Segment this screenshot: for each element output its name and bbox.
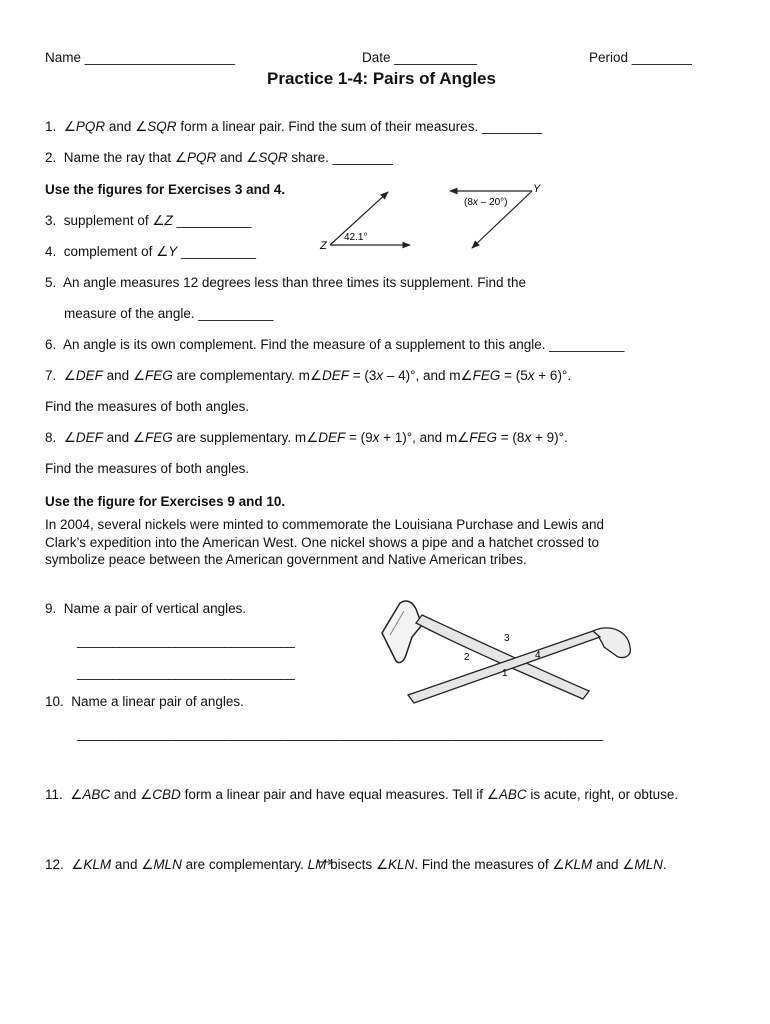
angle-y-figure [450, 183, 541, 248]
ray-lm: LM [307, 857, 327, 872]
hatchet-and-pipe-figure [378, 595, 638, 710]
figure-angles-z-y [310, 180, 560, 260]
pipe-icon [408, 628, 630, 703]
ray-arrow-icon [317, 853, 333, 859]
figures-3-4-heading: Use the figures for Exercises 3 and 4. [45, 182, 286, 197]
angle-z-measure: 42.1° [344, 232, 368, 243]
question-6: 6. An angle is its own complement. Find the measure of a supplement to this angle. __________ [45, 337, 625, 352]
question-2: 2. Name the ray that ∠PQR and ∠SQR share. ________ [45, 150, 393, 165]
angle-y-vertex-label: Y [533, 183, 541, 195]
question-7-instruction: Find the measures of both angles. [45, 399, 250, 414]
question-12: 12. ∠KLM and ∠MLN are complementary. LM bisects ∠KLN. Find the measures of ∠KLM and ∠MLN. [45, 857, 667, 872]
angle-label-2: 2 [464, 652, 470, 663]
question-3: 3. supplement of ∠Z __________ [45, 213, 252, 228]
question-5-line-1: 5. An angle measures 12 degrees less than three times its supplement. Find the [45, 275, 527, 290]
page-title: Practice 1-4: Pairs of Angles [267, 69, 496, 88]
angle-z-figure [319, 192, 410, 252]
question-10-answer-line[interactable]: ___________________________________________________________________________ [77, 726, 603, 741]
question-8: 8. ∠DEF and ∠FEG are supplementary. m∠DEF = (9x + 1)°, and m∠FEG = (8x + 9)°. [45, 430, 568, 445]
angle-label-4: 4 [535, 650, 541, 661]
name-field-label: Name ____________________ [45, 50, 235, 65]
angle-y-measure: (8x – 20°) [464, 197, 508, 208]
figures-9-10-heading: Use the figure for Exercises 9 and 10. [45, 494, 286, 509]
question-7: 7. ∠DEF and ∠FEG are complementary. m∠DEF = (3x – 4)°, and m∠FEG = (5x + 6)°. [45, 368, 572, 383]
question-10: 10. Name a linear pair of angles. [45, 694, 244, 709]
angle-z-vertex-label: Z [320, 240, 327, 252]
question-5-line-2: measure of the angle. __________ [64, 306, 274, 321]
date-field-label: Date ___________ [362, 50, 477, 65]
nickel-context-paragraph: In 2004, several nickels were minted to commemorate the Louisiana Purchase and Lewis and Clark’s expedition into the American West. One nickel shows a pipe and a hatchet crossed to symbolize peace between the American government and Native American tribes. [45, 517, 605, 567]
question-9-answer-line-2[interactable]: _______________________________ [77, 665, 295, 680]
angle-label-1: 1 [502, 668, 508, 679]
period-field-label: Period ________ [589, 50, 692, 65]
question-8-instruction: Find the measures of both angles. [45, 461, 250, 476]
question-11: 11. ∠ABC and ∠CBD form a linear pair and have equal measures. Tell if ∠ABC is acute, right, or obtuse. [45, 787, 679, 802]
question-9: 9. Name a pair of vertical angles. [45, 601, 247, 616]
angle-label-3: 3 [504, 633, 510, 644]
question-4: 4. complement of ∠Y __________ [45, 244, 257, 259]
question-9-answer-line-1[interactable]: _______________________________ [77, 633, 295, 648]
question-1: 1. ∠PQR and ∠SQR form a linear pair. Find the sum of their measures. ________ [45, 119, 543, 134]
